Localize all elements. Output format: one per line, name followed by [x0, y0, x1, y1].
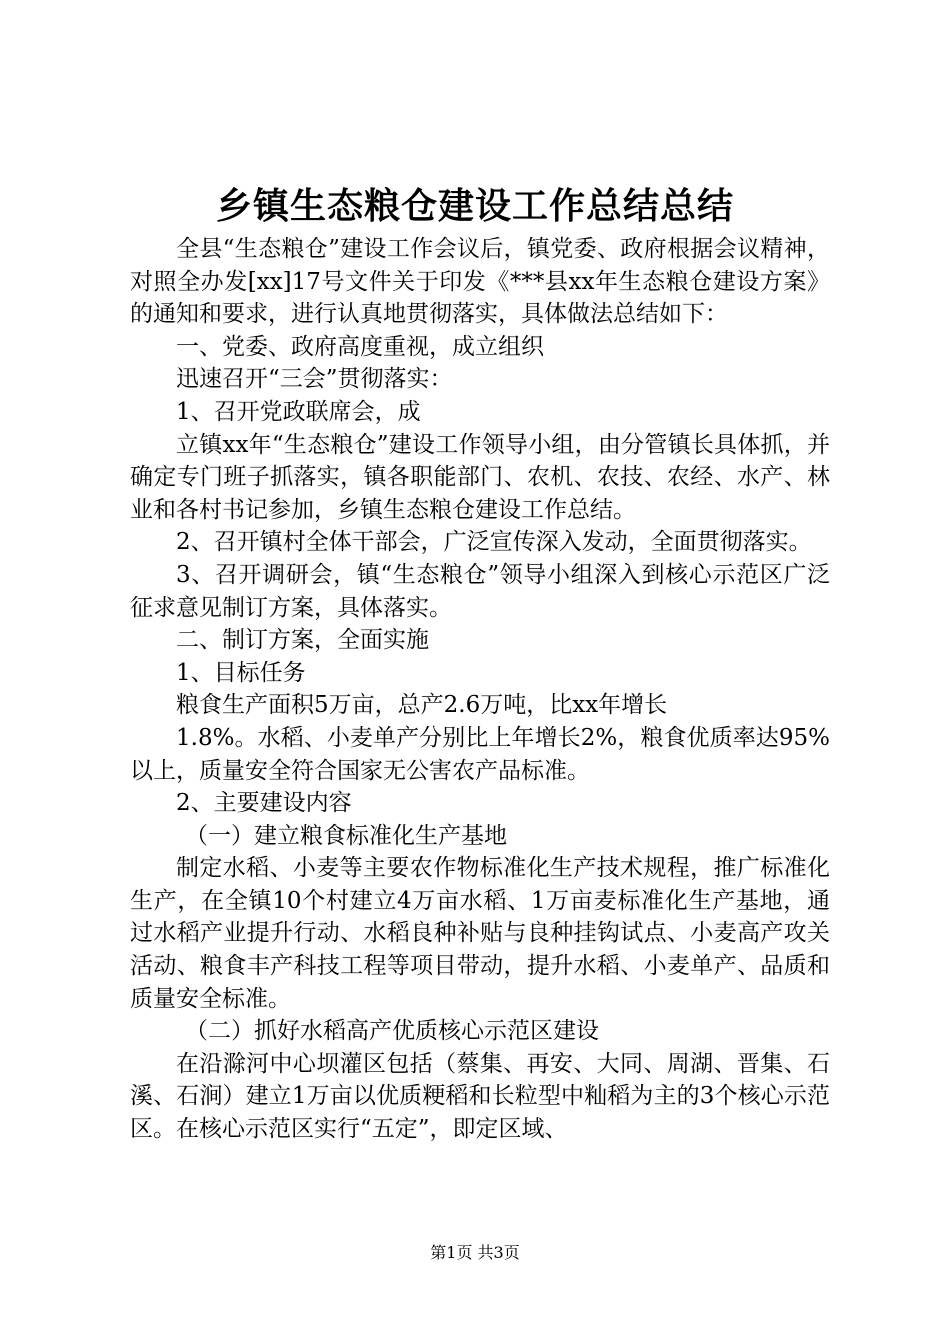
section-heading: 二、制订方案，全面实施 — [176, 627, 429, 654]
subsection-heading: （一）建立粮食标准化生产基地 — [185, 822, 507, 849]
paragraph: 立镇xx年“生态粮仓”建设工作领导小组，由分管镇长具体抓，并确定专门班子抓落实，镇各职能部门、农机、农技、农经、水产、林业和各村书记参加，乡镇生态粮仓建设工作总结。 — [130, 431, 830, 523]
list-item: 2、召开镇村全体干部会，广泛宣传深入发动，全面贯彻落实。 — [176, 529, 812, 556]
subsection-heading: 2、主要建设内容 — [176, 790, 352, 817]
section-heading: 一、党委、政府高度重视，成立组织 — [176, 333, 544, 360]
list-item: 3、召开调研会，镇“生态粮仓”领导小组深入到核心示范区广泛征求意见制订方案，具体落实。 — [130, 561, 830, 621]
subsection-heading: 1、目标任务 — [176, 659, 306, 686]
subsection-heading: （二）抓好水稻高产优质核心示范区建设 — [185, 1018, 599, 1045]
paragraph: 全县“生态粮仓”建设工作会议后，镇党委、政府根据会议精神，对照全办发[xx]17号文件关于印发《***县xx年生态粮仓建设方案》的通知和要求，进行认真地贯彻落实，具体做法总结如下： — [130, 236, 830, 328]
page-number-footer: 第1页 共3页 — [430, 1243, 520, 1262]
document-body — [130, 233, 830, 1146]
paragraph: 迅速召开“三会”贯彻落实： — [176, 366, 453, 393]
paragraph: 制定水稻、小麦等主要农作物标准化生产技术规程，推广标准化生产，在全镇10个村建立4万亩水稻、1万亩麦标准化生产基地，通过水稻产业提升行动、水稻良种补贴与良种挂钩试点、小麦高产攻关活动、粮食丰产科技工程等项目带动，提升水稻、小麦单产、品质和质量安全标准。 — [130, 855, 830, 1012]
paragraph: 在沿滁河中心坝灌区包括（蔡集、再安、大同、周湖、晋集、石溪、石涧）建立1万亩以优质粳稻和长粒型中籼稻为主的3个核心示范区。在核心示范区实行“五定”，即定区域、 — [130, 1050, 830, 1143]
document-title: 乡镇生态粮仓建设工作总结总结 — [215, 186, 734, 227]
paragraph: 1.8%。水稻、小麦单产分别比上年增长2%，粮食优质率达95%以上，质量安全符合国家无公害农产品标准。 — [130, 724, 830, 784]
list-item: 1、召开党政联席会，成 — [176, 398, 421, 425]
paragraph: 粮食生产面积5万亩，总产2.6万吨，比xx年增长 — [176, 692, 668, 719]
